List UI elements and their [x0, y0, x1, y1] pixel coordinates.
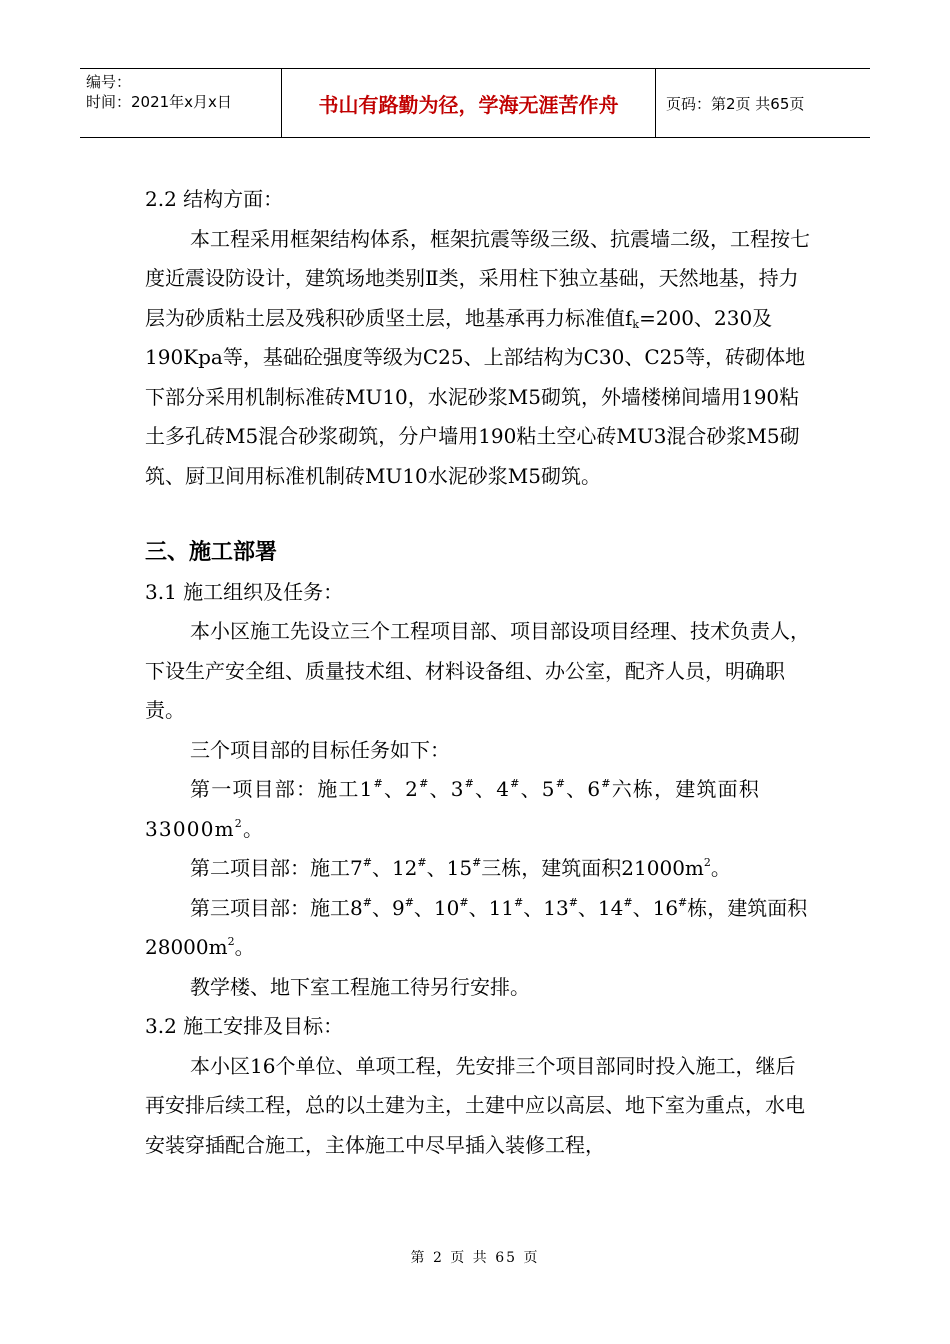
document-number: 编号：: [86, 73, 132, 91]
page-footer: 第 2 页 共 65 页: [410, 1250, 540, 1266]
targets-intro: 三个项目部的目标任务如下：: [190, 737, 450, 762]
section-3-1-heading: 3.1 施工组织及任务：: [145, 579, 344, 604]
header-page-code: 页码：第2页 共65页: [666, 94, 805, 113]
document-body: [145, 180, 810, 1165]
document-time: 时间：2021年x月x日: [86, 93, 232, 111]
department-1-paragraph: 第一项目部：施工1#、2#、3#、4#、5#、6#六栋，建筑面积$33000m^2$。: [145, 777, 761, 841]
section-2-2-heading: 2.2 结构方面：: [145, 187, 284, 211]
department-3-paragraph: 第三项目部：施工8#、9#、10#、11#、13#、14#、16#栋，建筑面积$28000m^2$。: [145, 895, 808, 959]
header-motto: 书山有路勤为径，学海无涯苦作舟: [282, 69, 656, 137]
section-3-heading: 三、施工部署: [145, 539, 278, 565]
header-meta: [80, 69, 282, 137]
page-header: [80, 68, 870, 138]
section-3-2-heading: 3.2 施工安排及目标：: [145, 1014, 344, 1038]
department-2-paragraph: 第二项目部：施工7#、12#、15#三栋，建筑面积$21000m^2$。: [190, 856, 731, 880]
school-building-paragraph: 教学楼、地下室工程施工待另行安排。: [190, 974, 530, 999]
arrangement-paragraph: 本小区16个单位、单项工程，先安排三个项目部同时投入施工，继后再安排后续工程，总的以土建为主，土建中应以高层、地下室为重点，水电安装穿插配合施工，主体施工中尽早插入装修工程，: [145, 1053, 805, 1157]
structure-paragraph: 本工程采用框架结构体系，框架抗震等级三级、抗震墙二级，工程按七度近震设防设计，建筑场地类别Ⅱ类，采用柱下独立基础，天然地基，持力层为砂质粘土层及残积砂质坚土层，地基承再力标准值$f_k=200$、230及190Kpa等，基础砼强度等级为C25、上部结构为C30、C25等，砖砌体地下部分采用机制标准砖MU10，水泥砂浆M5砌筑，外墙楼梯间墙用190粘土多孔砖M5混合砂浆砌筑，分户墙用190粘土空心砖MU3混合砂浆M5砌筑、厨卫间用标准机制砖MU10水泥砂浆M5砌筑。: [145, 226, 810, 488]
organization-paragraph: 本小区施工先设立三个工程项目部、项目部设项目经理、技术负责人，下设生产安全组、质量技术组、材料设备组、办公室，配齐人员，明确职责。: [145, 619, 810, 722]
